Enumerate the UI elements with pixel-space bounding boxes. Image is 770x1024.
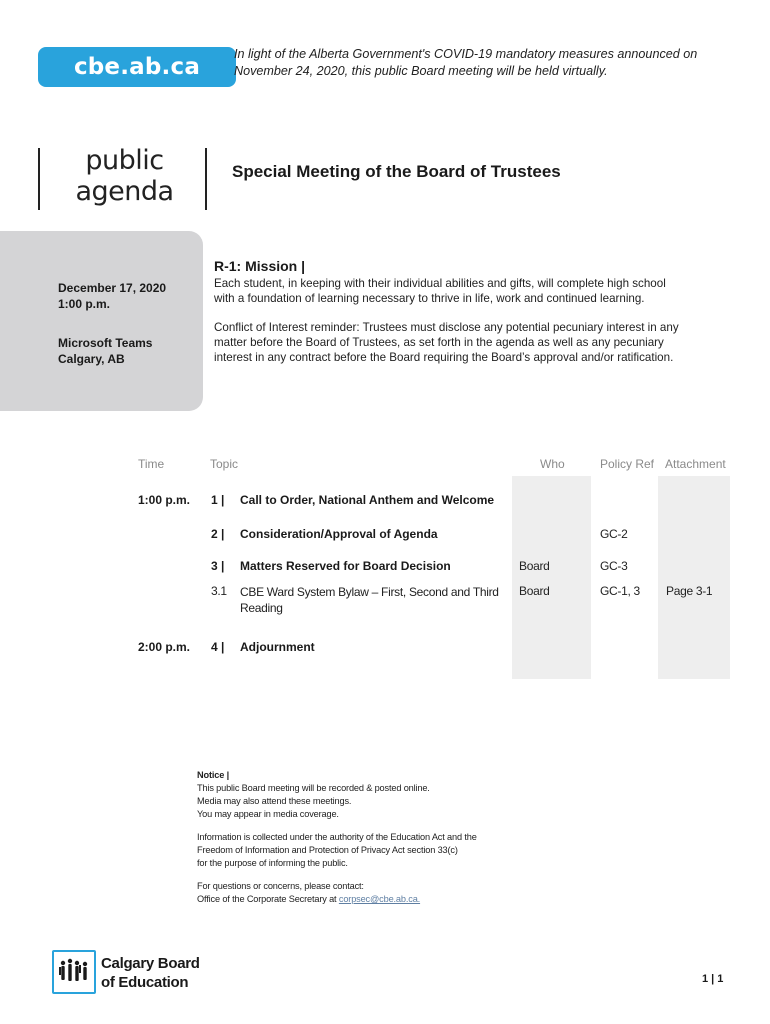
brand-line2: agenda <box>75 176 174 207</box>
meeting-time: 1:00 p.m. <box>58 297 111 311</box>
mission-text-line: Each student, in keeping with their individual abilities and gifts, will complete high school <box>214 277 666 290</box>
contact-email-link[interactable]: corpsec@cbe.ab.ca. <box>338 894 421 904</box>
row4-time: 2:00 p.m. <box>138 640 191 654</box>
row31-num: 3.1 <box>211 584 227 598</box>
meeting-date: December 17, 2020 <box>58 281 167 295</box>
row1-num: 1 | <box>211 493 225 507</box>
page-number: 1 | 1 <box>702 973 724 985</box>
contact-line2 <box>197 893 557 906</box>
conflict-reminder <box>214 320 732 365</box>
row2-policy: GC-2 <box>600 527 628 541</box>
location-line1: Microsoft Teams <box>58 336 153 350</box>
mission-heading: R-1: Mission | <box>214 258 306 274</box>
cbe-logo <box>38 47 236 87</box>
row1-topic: Call to Order, National Anthem and Welcome <box>240 493 495 507</box>
public-agenda-brand <box>52 145 197 207</box>
notice-block <box>197 769 557 906</box>
row3-num: 3 | <box>211 559 225 573</box>
contact-prefix: Office of the Corporate Secretary at <box>197 894 339 904</box>
org-name-line1: Calgary Board <box>101 955 200 972</box>
covid-notice <box>234 46 734 80</box>
row1-time: 1:00 p.m. <box>138 493 191 507</box>
logo-text: cbe.ab.ca <box>73 54 201 80</box>
notice-heading: Notice | <box>197 770 230 780</box>
org-name <box>101 954 200 992</box>
row31-topic <box>240 584 499 616</box>
row31-policy: GC-1, 3 <box>600 584 640 598</box>
meeting-title: Special Meeting of the Board of Trustees <box>232 162 561 181</box>
header-topic: Topic <box>210 457 239 471</box>
row2-num: 2 | <box>211 527 225 541</box>
notice-line: This public Board meeting will be recorded & posted online. <box>197 783 430 793</box>
org-name-line2: of Education <box>101 974 189 991</box>
row3-who: Board <box>519 559 550 573</box>
notice-line: Media may also attend these meetings. <box>197 796 352 806</box>
meeting-location <box>58 335 152 367</box>
row31-who: Board <box>519 584 550 598</box>
left-divider <box>38 148 40 210</box>
covid-notice-line1: In light of the Alberta Government's COVID-19 mandatory measures announced on <box>234 47 698 61</box>
row31-topic-line1: CBE Ward System Bylaw – First, Second and Third <box>240 585 499 599</box>
header-who: Who <box>540 457 565 471</box>
header-attachment: Attachment <box>665 457 726 471</box>
notice-line: You may appear in media coverage. <box>197 809 339 819</box>
header-time: Time <box>138 457 165 471</box>
attachment-column-shade <box>658 476 730 679</box>
header-policy-ref: Policy Ref <box>600 457 655 471</box>
row4-num: 4 | <box>211 640 225 654</box>
covid-notice-line2: November 24, 2020, this public Board meeting will be held virtually. <box>234 64 608 78</box>
contact-line1: For questions or concerns, please contact: <box>197 881 364 891</box>
mission-text <box>214 276 732 306</box>
row2-topic: Consideration/Approval of Agenda <box>240 527 438 541</box>
location-line2: Calgary, AB <box>58 352 125 366</box>
meeting-datetime <box>58 280 166 312</box>
notice-line: for the purpose of informing the public. <box>197 858 348 868</box>
who-column-shade <box>512 476 591 679</box>
meeting-info-box <box>0 231 203 411</box>
row3-topic: Matters Reserved for Board Decision <box>240 559 451 573</box>
mission-text-line: with a foundation of learning necessary to thrive in life, work and continued learning. <box>214 292 645 305</box>
right-divider <box>205 148 207 210</box>
figures-icon-graphic <box>54 952 94 992</box>
row3-policy: GC-3 <box>600 559 628 573</box>
notice-line: Information is collected under the authority of the Education Act and the <box>197 832 477 842</box>
cbe-figures-icon <box>52 950 96 994</box>
conflict-line: interest in any contract before the Board requiring the Board’s approval and/or ratification. <box>214 351 674 364</box>
row4-topic: Adjournment <box>240 640 315 654</box>
conflict-line: Conflict of Interest reminder: Trustees must disclose any potential pecuniary interest in any <box>214 321 679 334</box>
notice-line: Freedom of Information and Protection of Privacy Act section 33(c) <box>197 845 458 855</box>
brand-line1: public <box>85 145 164 176</box>
row31-topic-line2: Reading <box>240 601 283 615</box>
conflict-line: matter before the Board of Trustees, as set forth in the agenda as well as any pecuniary <box>214 336 664 349</box>
row31-attachment-link[interactable]: Page 3-1 <box>666 584 713 598</box>
